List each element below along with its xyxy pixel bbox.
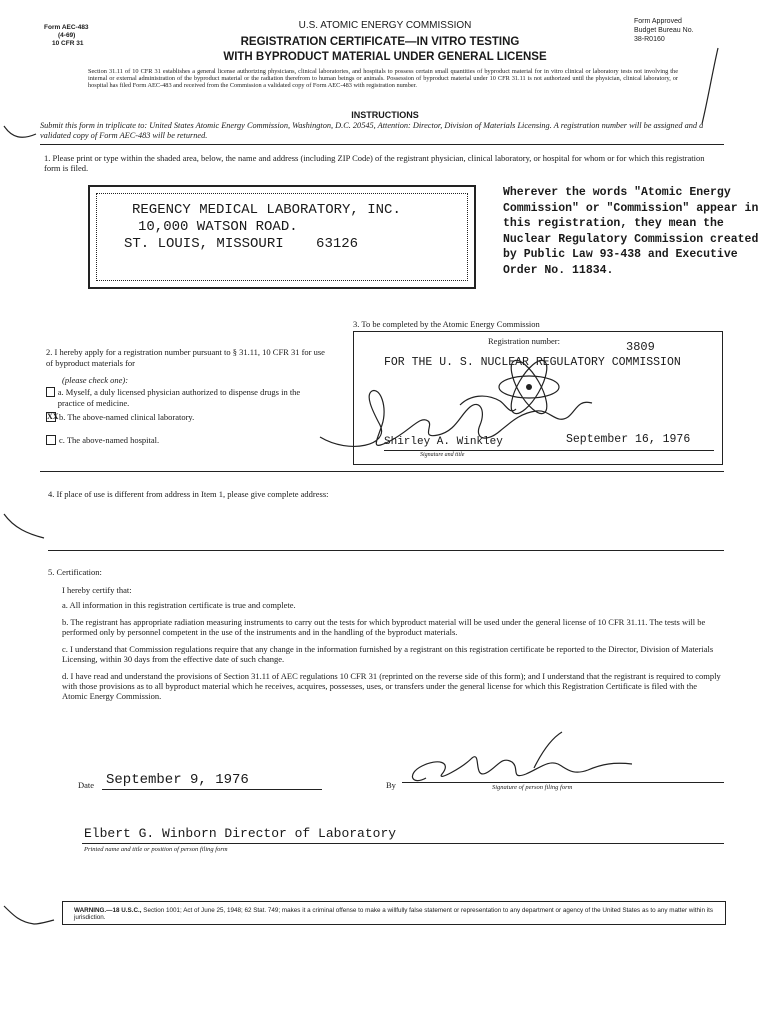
approved-line2: Budget Bureau No.	[634, 27, 694, 34]
item5-label: 5. Certification:	[48, 567, 102, 577]
item1-label: 1. Please print or type within the shaded area, below, the name and address (including ZIP Code) of the registrant physician, clinical laboratory, or hospital for whom or for which this registration form is filed.	[44, 153, 705, 173]
cert-b: b. The registrant has appropriate radiation measuring instruments to carry out the tests for which byproduct material will be used under the general license of 10 CFR 31.11. The tests will be performed only by personnel competent in the use of the instruments and in the handling of the byproduct materials.	[62, 617, 706, 637]
scan-mark	[0, 120, 40, 160]
printed-name-title: Elbert G. Winborn Director of Laboratory	[84, 826, 397, 841]
commission-line: FOR THE U. S. NUCLEAR REGULATORY COMMISSION	[384, 356, 681, 369]
option-c	[46, 435, 326, 446]
approved-line3: 38-R0160	[634, 36, 665, 43]
by-label: By	[386, 780, 396, 790]
warning-label: WARNING.—18 U.S.C.,	[74, 907, 142, 914]
printed-name-caption: Printed name and title or position of person filing form	[84, 846, 228, 853]
agency-name: U.S. ATOMIC ENERGY COMMISSION	[298, 20, 472, 31]
item2-label: 2. I hereby apply for a registration number pursuant to § 31.11, 10 CFR 31 for use of byproduct materials for	[46, 347, 325, 368]
registrant-address	[124, 202, 401, 253]
scan-mark	[0, 900, 60, 940]
approved-line1: Form Approved	[634, 18, 682, 25]
certifications	[62, 600, 724, 701]
instructions-heading: INSTRUCTIONS	[351, 110, 419, 120]
commission-sig-line	[384, 450, 714, 451]
commission-signature	[310, 385, 630, 460]
date-value: September 9, 1976	[106, 772, 249, 788]
instructions-text: Submit this form in triplicate to: United States Atomic Energy Commission, Washington, D.C. 20545, Attention: Director, Division of Materials Licensing. A registration number will be assigned and a validated copy of Form AEC-483 will be returned.	[40, 121, 704, 140]
filer-signature	[402, 728, 642, 798]
item4-label: 4. If place of use is different from address in Item 1, please give complete address:	[48, 489, 329, 499]
form-title-line1: REGISTRATION CERTIFICATE—IN VITRO TESTING	[240, 36, 520, 48]
checkbox-physician[interactable]	[46, 387, 55, 397]
divider	[40, 144, 724, 145]
registrant-zip: 63126	[316, 236, 359, 252]
date-label: Date	[78, 780, 95, 790]
printed-name-line	[82, 843, 724, 844]
item4-divider	[48, 550, 724, 551]
registration-number: 3809	[626, 340, 655, 354]
form-title-line2: WITH BYPRODUCT MATERIAL UNDER GENERAL LICENSE	[223, 51, 547, 63]
nrc-note-stamp: Wherever the words "Atomic Energy Commission" or "Commission" appear in this registration, they mean the Nuclear Regulatory Commission created by Public Law 93-438 and Executive Order No. 11834.	[503, 186, 759, 277]
warning-text: Section 1001; Act of June 25, 1948; 62 Stat. 749; makes it a criminal offense to make a willfully false statement or representation to any department or agency of the United States as to any matter within its jurisdiction.	[74, 907, 713, 921]
budget-approval	[634, 17, 694, 44]
signature-caption: Signature of person filing form	[492, 784, 573, 791]
scan-mark	[0, 508, 50, 548]
item3-label: 3. To be completed by the Atomic Energy Commission	[353, 319, 540, 329]
cert-c: c. I understand that Commission regulations require that any change in the information furnished by a registrant on this registration certificate be reported to the Director, Division of Materials Licensing, within 30 days from the effective date of such change.	[62, 644, 714, 664]
date-line	[102, 789, 322, 790]
item2-check-note: (please check one):	[62, 375, 129, 385]
registrant-street: 10,000 WATSON ROAD.	[138, 219, 298, 235]
option-a-label: a. Myself, a duly licensed physician authorized to dispense drugs in the practice of medicine.	[57, 387, 301, 408]
option-c-label: c. The above-named hospital.	[59, 435, 160, 445]
option-b-label: b. The above-named clinical laboratory.	[59, 412, 195, 422]
intro-paragraph: Section 31.11 of 10 CFR 31 establishes a general license authorizing physicians, clinical laboratories, and hospitals to possess certain small quantities of byproduct material for in vitro clinical or laboratory tests not involving the internal or external administration of the byproduct material or the radiation therefrom to human beings or animals. Possession of byproduct material under 10 CFR 31.11 is not authorized until the physician, clinical laboratory, or hospital has filed Form AEC-483 and received from the Commission a validated copy of Form AEC-483 with registration number.	[88, 68, 678, 89]
divider	[40, 471, 724, 472]
registrant-city: ST. LOUIS, MISSOURI	[124, 236, 284, 252]
warning	[74, 907, 714, 921]
checkbox-clinical-lab[interactable]: XX	[47, 412, 59, 421]
option-a	[46, 387, 326, 409]
item2-options	[46, 387, 326, 446]
cert-a: a. All information in this registration certificate is true and complete.	[62, 600, 296, 610]
option-b	[46, 412, 326, 423]
form-number: Form AEC-483	[44, 24, 89, 31]
commission-sig-caption: Signature and title	[420, 452, 465, 458]
form-revision: (4-69)	[58, 32, 76, 39]
commission-signer: Shirley A. Winkley	[384, 436, 503, 448]
registrant-name: REGENCY MEDICAL LABORATORY, INC.	[132, 202, 401, 218]
commission-date: September 16, 1976	[566, 433, 691, 446]
registration-number-label: Registration number:	[488, 336, 561, 346]
checkbox-hospital[interactable]	[46, 435, 56, 445]
item5-intro: I hereby certify that:	[62, 585, 132, 595]
form-cfr: 10 CFR 31	[52, 40, 84, 47]
cert-d: d. I have read and understand the provisions of Section 31.11 of AEC regulations 10 CFR 31 (reprinted on the reverse side of this form); and I understand that the registrant is required to comply with those provisions as to all byproduct material which he receives, acquires, possesses, uses, or transfers under the general license for which this Registration Certificate is filed with the Atomic Energy Commission.	[62, 671, 721, 701]
